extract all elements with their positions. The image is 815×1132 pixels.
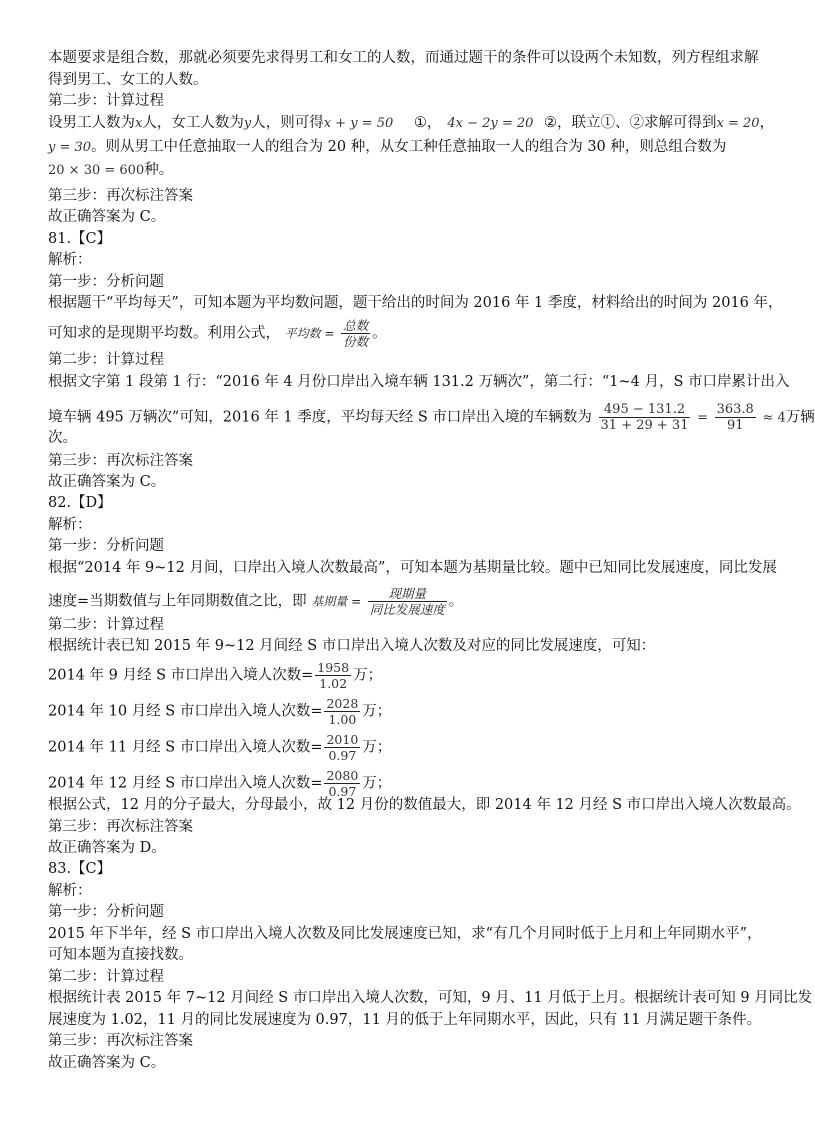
- fraction-denominator: 份数: [343, 334, 369, 349]
- solution-y: y = 30: [48, 140, 92, 155]
- text: 速度=当期数值与上年同期数值之比，即: [48, 593, 307, 610]
- q82-row-october: [48, 696, 391, 727]
- q83-text-line3: 根据统计表 2015 年 7~12 月间经 S 市口岸出入境人次数，可知，9 月、11 月低于上月。根据统计表可知 9 月同比发: [48, 990, 813, 1006]
- row-unit: 万；: [362, 703, 392, 720]
- q80-answer: 故正确答案为 C。: [48, 209, 166, 225]
- fraction-numerator: 2028: [326, 696, 359, 711]
- q82-step1-heading: 第一步：分析问题: [48, 538, 164, 554]
- q83-text-line2: 可知本题为直接找数。: [48, 947, 193, 963]
- row-fraction: [324, 732, 360, 763]
- row-unit: 万；: [362, 775, 392, 792]
- q80-calc-line3: [48, 160, 173, 181]
- var-y: y: [243, 116, 252, 131]
- q82-text-line2: [48, 586, 463, 617]
- q82-number: 82.【D】: [48, 495, 112, 511]
- q82-text-line4: 根据公式，12 月的分子最大，分母最小，故 12 月份的数值最大，即 2014 年 12 月经 S 市口岸出入境人次数最高。: [48, 797, 801, 813]
- formula-fraction: [368, 586, 447, 617]
- q83-number: 83.【C】: [48, 861, 112, 877]
- fraction-denominator: 1.00: [328, 712, 357, 727]
- fraction-denominator: 0.97: [328, 784, 357, 799]
- equation-2: 4x − 2y = 20: [447, 116, 534, 131]
- text: 种。: [144, 162, 174, 178]
- q81-step3-heading: 第三步：再次标注答案: [48, 453, 193, 469]
- fraction-numerator: 1958: [317, 660, 350, 675]
- q81-step1-heading: 第一步：分析问题: [48, 274, 164, 290]
- row-label: 2014 年 10 月经 S 市口岸出入境人次数=: [48, 703, 323, 720]
- text: 可知求的是现期平均数。利用公式，: [48, 325, 280, 342]
- q81-text-line2: [48, 318, 387, 349]
- q80-step3-heading: 第三步：再次标注答案: [48, 188, 193, 204]
- row-unit: 万；: [362, 739, 392, 756]
- text: 人，则可得: [251, 115, 324, 131]
- row-label: 2014 年 11 月经 S 市口岸出入境人次数=: [48, 739, 323, 756]
- row-label: 2014 年 12 月经 S 市口岸出入境人次数=: [48, 775, 323, 792]
- q80-calc-line1: [48, 113, 774, 134]
- q81-analysis-label: 解析：: [48, 252, 92, 268]
- calc-fraction-2: [715, 402, 756, 433]
- fraction-denominator: 0.97: [328, 748, 357, 763]
- q81-number: 81.【C】: [48, 231, 112, 247]
- q83-text-line4: 展速度为 1.02，11 月的同比发展速度为 0.97，11 月的低于上年同期水平，因此，只有 11 月满足题干条件。: [48, 1012, 762, 1028]
- text: 人，女工人数为: [142, 115, 244, 131]
- fraction-denominator: 91: [726, 418, 744, 433]
- unit: 万辆: [785, 409, 815, 426]
- product: 20 × 30 = 600: [48, 163, 145, 178]
- row-fraction: [324, 696, 360, 727]
- formula-lhs: 平均数 =: [284, 326, 335, 341]
- q83-step1-heading: 第一步：分析问题: [48, 904, 164, 920]
- calc-fraction-1: [599, 402, 691, 433]
- q83-step3-heading: 第三步：再次标注答案: [48, 1033, 193, 1049]
- fraction-numerator: 495 − 131.2: [599, 402, 691, 418]
- q80-intro-line1: 本题要求是组合数，那就必须要先求得男工和女工的人数，而通过题干的条件可以设两个未知数，列方程组求解: [48, 50, 759, 66]
- q80-intro-line2: 得到男工、女工的人数。: [48, 72, 208, 88]
- var-x: x: [135, 116, 143, 131]
- text: 。: [448, 593, 464, 610]
- q82-step2-heading: 第二步：计算过程: [48, 617, 164, 633]
- q83-analysis-label: 解析：: [48, 883, 92, 899]
- q82-answer: 故正确答案为 D。: [48, 840, 166, 856]
- text: ②，联立①、②求解可得到: [544, 115, 717, 131]
- fraction-denominator: 31 + 29 + 31: [600, 418, 689, 433]
- q83-answer: 故正确答案为 C。: [48, 1055, 166, 1071]
- q82-analysis-label: 解析：: [48, 517, 92, 533]
- fraction-numerator: 363.8: [716, 402, 754, 417]
- fraction-numerator: 2010: [326, 732, 359, 747]
- fraction-denominator: 同比发展速度: [369, 602, 445, 617]
- q81-text-line4: [48, 402, 815, 433]
- text: 。则从男工中任意抽取一人的组合为 20 种，从女工种任意抽取一人的组合为 30 种，则总组合数为: [91, 139, 727, 155]
- text: ，: [759, 115, 775, 131]
- fraction-denominator: 1.02: [319, 676, 348, 691]
- q81-text-line1: 根据题干“平均每天”，可知本题为平均数问题，题干给出的时间为 2016 年 1 季度，材料给出的时间为 2016 年，: [48, 295, 783, 311]
- row-label: 2014 年 9 月经 S 市口岸出入境人次数=: [48, 667, 314, 684]
- solution-x: x = 20: [716, 116, 760, 131]
- text: 设男工人数为: [48, 115, 135, 131]
- formula-lhs: 基期量 =: [311, 594, 362, 609]
- text: 境车辆 495 万辆次”可知，2016 年 1 季度，平均每天经 S 市口岸出入境的车辆数为: [48, 409, 592, 426]
- q81-answer: 故正确答案为 C。: [48, 474, 166, 490]
- fraction-numerator: 2080: [326, 768, 359, 783]
- q82-text-line3: 根据统计表已知 2015 年 9~12 月间经 S 市口岸出入境人次数及对应的同比发展速度，可知：: [48, 638, 656, 654]
- row-fraction: [315, 660, 351, 691]
- q81-text-line3: 根据文字第 1 段第 1 行：“2016 年 4 月份口岸出入境车辆 131.2 万辆次”，第二行：“1~4 月，S 市口岸累计出入: [48, 374, 790, 390]
- text: ①，: [413, 115, 442, 131]
- row-unit: 万；: [353, 667, 383, 684]
- q82-row-november: [48, 732, 391, 763]
- fraction-numerator: 总数: [343, 318, 369, 333]
- q81-text-line5: 次。: [48, 430, 77, 446]
- q80-calc-line2: [48, 137, 726, 158]
- approx-value: ≈ 4: [762, 410, 786, 426]
- q82-step3-heading: 第三步：再次标注答案: [48, 819, 193, 835]
- fraction-numerator: 现期量: [368, 586, 447, 602]
- equals-sign: =: [697, 410, 708, 426]
- q80-step2-heading: 第二步：计算过程: [48, 93, 164, 109]
- equation-1: x + y = 50: [323, 116, 394, 131]
- q83-text-line1: 2015 年下半年，经 S 市口岸出入境人次数及同比发展速度已知，求“有几个月同时低于上月和上年同期水平”，: [48, 926, 762, 942]
- formula-fraction: [341, 318, 370, 349]
- text: 。: [372, 325, 387, 342]
- q83-step2-heading: 第二步：计算过程: [48, 969, 164, 985]
- q82-text-line1: 根据“2014 年 9~12 月间，口岸出入境人次数最高”，可知本题为基期量比较。题中已知同比发展速度，同比发展: [48, 560, 777, 576]
- q82-row-september: [48, 660, 382, 691]
- q81-step2-heading: 第二步：计算过程: [48, 352, 164, 368]
